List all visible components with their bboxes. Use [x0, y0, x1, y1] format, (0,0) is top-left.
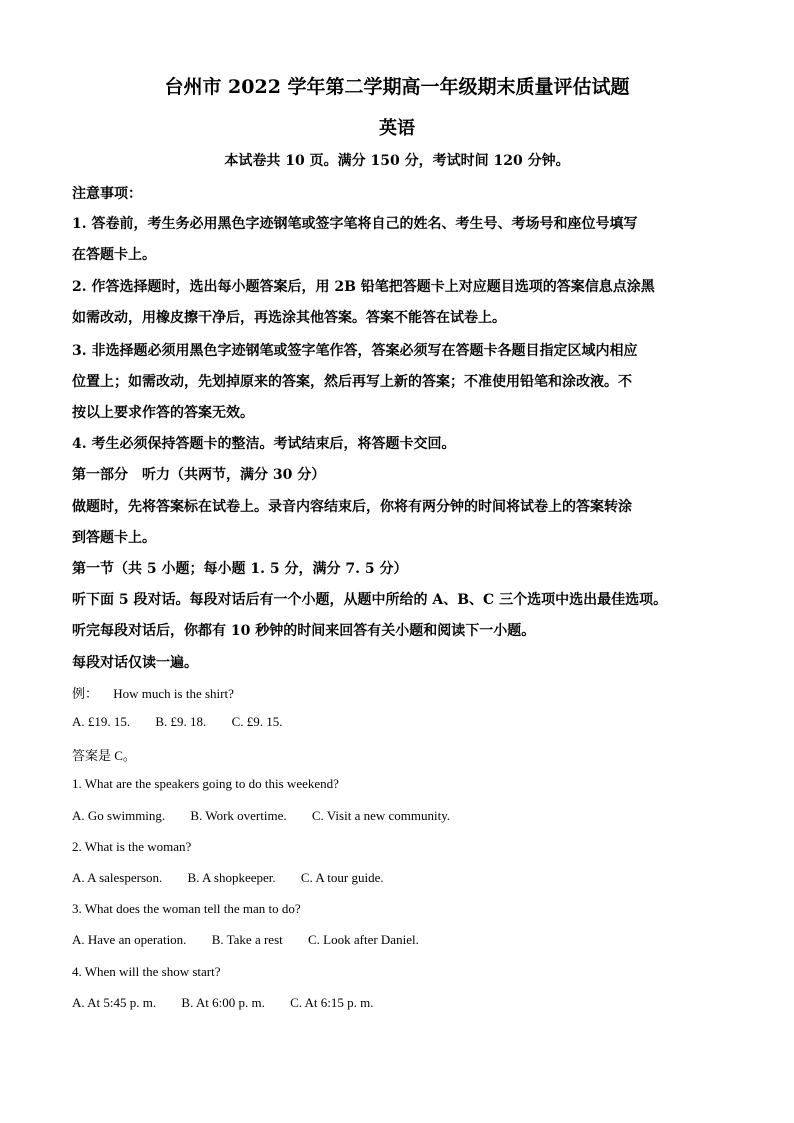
option-c: C. £9. 15.: [231, 714, 283, 729]
notes-line: 在答题卡上。: [72, 247, 156, 263]
subject-title: 英语: [379, 118, 415, 139]
part-instruction: 每段对话仅读一遍。: [72, 655, 198, 671]
question-4-options: [72, 995, 374, 1011]
option-b: B. £9. 18.: [155, 714, 207, 729]
option-b: B. A shopkeeper.: [187, 870, 276, 885]
example-question-line: [72, 683, 234, 702]
option-c: C. A tour guide.: [300, 870, 384, 885]
section-instruction: 做题时，先将答案标在试卷上。录音内容结束后，你将有两分钟的时间将试卷上的答案转涂: [72, 499, 632, 515]
notes-line: 位置上；如需改动，先划掉原来的答案，然后再写上新的答案；不准使用铅笔和涂改液。不: [72, 374, 632, 390]
exam-intro: 本试卷共 10 页。满分 150 分，考试时间 120 分钟。: [224, 153, 570, 169]
option-a: A. A salesperson.: [72, 870, 163, 885]
question-3-options: [72, 932, 419, 948]
option-a: A. £19. 15.: [72, 714, 131, 729]
option-a: A. At 5:45 p. m.: [72, 995, 157, 1010]
part-instruction: 听完每段对话后，你都有 10 秒钟的时间来回答有关小题和阅读下一小题。: [72, 623, 536, 639]
question-3: 3. What does the woman tell the man to do?: [72, 901, 301, 916]
option-b: B. Work overtime.: [190, 808, 287, 823]
option-c: C. Visit a new community.: [311, 808, 451, 823]
notes-heading: 注意事项：: [72, 186, 142, 202]
section-instruction: 到答题卡上。: [72, 530, 156, 546]
example-question: How much is the shirt?: [113, 686, 234, 701]
section-heading: 第一部分 听力（共两节，满分 30 分）: [72, 467, 326, 483]
option-c: C. Look after Daniel.: [308, 932, 419, 947]
example-options: [72, 714, 282, 730]
notes-line: 4. 考生必须保持答题卡的整洁。考试结束后，将答题卡交回。: [72, 436, 456, 452]
example-answer: 答案是 C。: [72, 748, 136, 763]
question-1-options: [72, 808, 450, 824]
part-heading: 第一节（共 5 小题；每小题 1. 5 分，满分 7. 5 分）: [72, 561, 408, 577]
question-2-options: [72, 870, 384, 886]
question-1: 1. What are the speakers going to do this weekend?: [72, 776, 339, 791]
notes-line: 3. 非选择题必须用黑色字迹钢笔或签字笔作答，答案必须写在答题卡各题目指定区域内相应: [72, 343, 638, 359]
question-2: 2. What is the woman?: [72, 839, 192, 854]
part-instruction: 听下面 5 段对话。每段对话后有一个小题，从题中所给的 A、B、C 三个选项中选出最佳选项。: [72, 592, 668, 608]
option-b: B. Take a rest: [211, 932, 283, 947]
notes-line: 按以上要求作答的答案无效。: [72, 405, 254, 421]
exam-title: 台州市 2022 学年第二学期高一年级期末质量评估试题: [164, 76, 630, 98]
option-a: A. Go swimming.: [72, 808, 166, 823]
notes-line: 如需改动，用橡皮擦干净后，再选涂其他答案。答案不能答在试卷上。: [72, 310, 506, 326]
example-label: 例：: [72, 686, 99, 701]
option-b: B. At 6:00 p. m.: [181, 995, 265, 1010]
option-a: A. Have an operation.: [72, 932, 187, 947]
question-4: 4. When will the show start?: [72, 964, 221, 979]
notes-line: 1. 答卷前，考生务必用黑色字迹钢笔或签字笔将自己的姓名、考生号、考场号和座位号填写: [72, 216, 638, 232]
notes-line: 2. 作答选择题时，选出每小题答案后，用 2B 铅笔把答题卡上对应题目选项的答案信息点涂黑: [72, 279, 655, 295]
option-c: C. At 6:15 p. m.: [290, 995, 374, 1010]
